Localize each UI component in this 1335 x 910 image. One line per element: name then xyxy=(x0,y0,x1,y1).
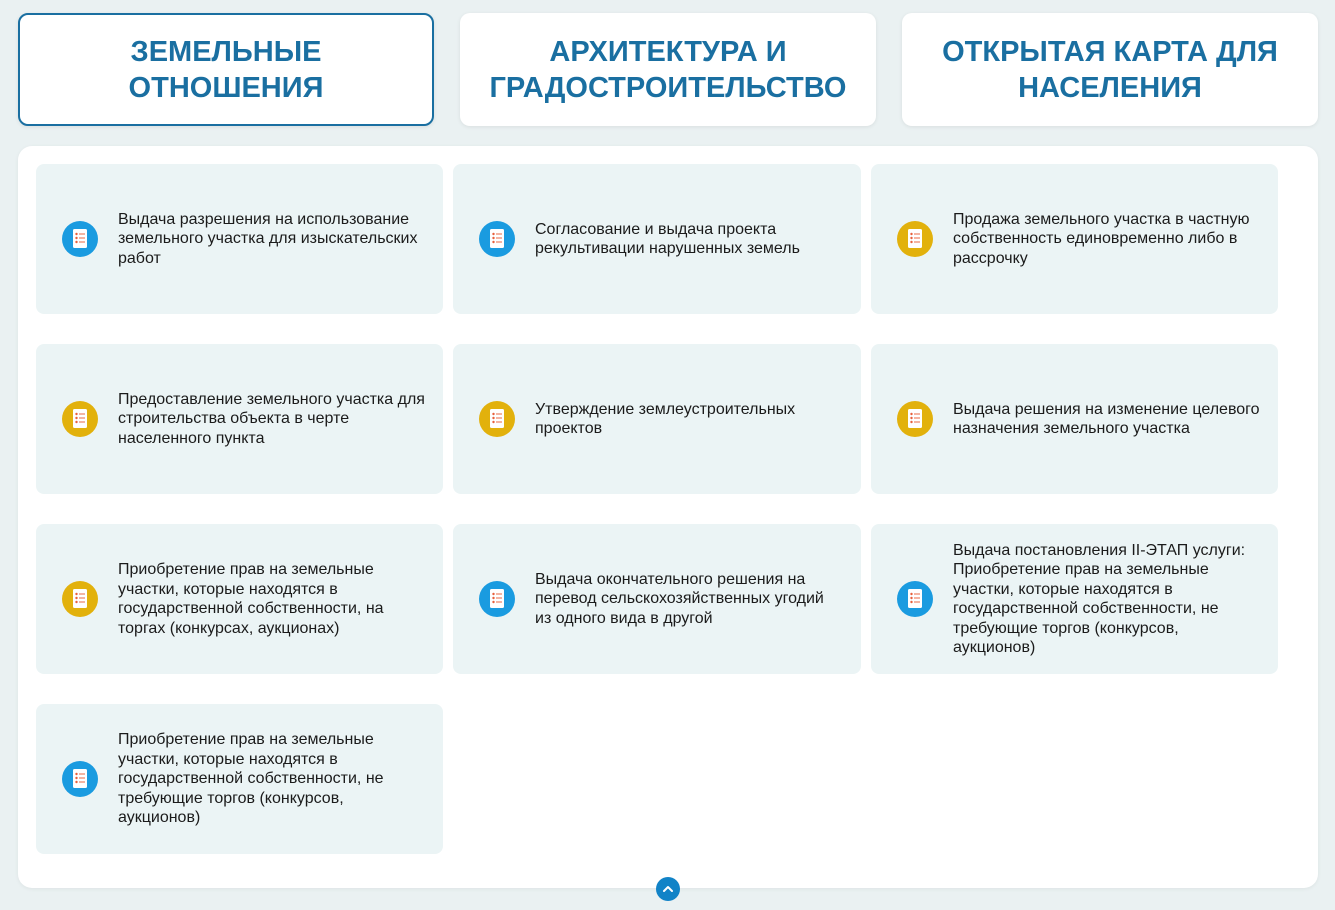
service-card[interactable] xyxy=(453,524,861,674)
document-icon xyxy=(897,581,933,617)
service-label: Предоставление земельного участка для строительства объекта в черте населенного пункта xyxy=(118,390,425,447)
services-grid xyxy=(36,164,1278,854)
service-label: Приобретение прав на земельные участки, которые находятся в государственной собственности, не требующие торгов (конкурсов, аукционов) xyxy=(118,731,384,827)
document-icon xyxy=(62,401,98,437)
document-icon xyxy=(479,221,515,257)
category-tabs xyxy=(18,13,1318,126)
service-card[interactable] xyxy=(453,164,861,314)
service-card[interactable] xyxy=(871,344,1278,494)
document-icon xyxy=(479,581,515,617)
service-label: Выдача решения на изменение целевого назначения земельного участка xyxy=(953,400,1260,437)
service-label: Выдача окончательного решения на перевод сельскохозяйственных угодий из одного вида в другой xyxy=(535,570,824,627)
service-card[interactable] xyxy=(36,164,443,314)
document-icon xyxy=(897,221,933,257)
tab-open-map[interactable]: ОТКРЫТАЯ КАРТА ДЛЯ НАСЕЛЕНИЯ xyxy=(902,13,1318,126)
service-card[interactable] xyxy=(453,344,861,494)
service-card[interactable] xyxy=(36,344,443,494)
document-icon xyxy=(897,401,933,437)
scroll-top-button[interactable] xyxy=(656,877,680,901)
service-label: Выдача постановления II-ЭТАП услуги: Приобретение прав на земельные участки, которые находятся в государственной собственности, не требующие торгов (конкурсов, аукционов) xyxy=(953,541,1246,656)
service-card[interactable] xyxy=(36,524,443,674)
chevron-up-icon xyxy=(662,883,674,895)
document-icon xyxy=(62,761,98,797)
document-icon xyxy=(62,581,98,617)
tab-land-relations[interactable]: ЗЕМЕЛЬНЫЕ ОТНОШЕНИЯ xyxy=(18,13,434,126)
tab-architecture[interactable]: АРХИТЕКТУРА И ГРАДОСТРОИТЕЛЬСТВО xyxy=(460,13,876,126)
services-panel xyxy=(18,146,1318,888)
service-card[interactable] xyxy=(36,704,443,854)
service-card[interactable] xyxy=(871,164,1278,314)
service-label: Согласование и выдача проекта рекультивации нарушенных земель xyxy=(535,220,800,257)
service-label: Выдача разрешения на использование земельного участка для изыскательских работ xyxy=(118,210,418,267)
service-label: Утверждение землеустроительных проектов xyxy=(535,400,796,437)
service-card[interactable] xyxy=(871,524,1278,674)
document-icon xyxy=(479,401,515,437)
service-label: Приобретение прав на земельные участки, которые находятся в государственной собственности, на торгах (конкурсах, аукционах) xyxy=(118,561,384,637)
service-label: Продажа земельного участка в частную собственность единовременно либо в рассрочку xyxy=(953,210,1250,267)
document-icon xyxy=(62,221,98,257)
